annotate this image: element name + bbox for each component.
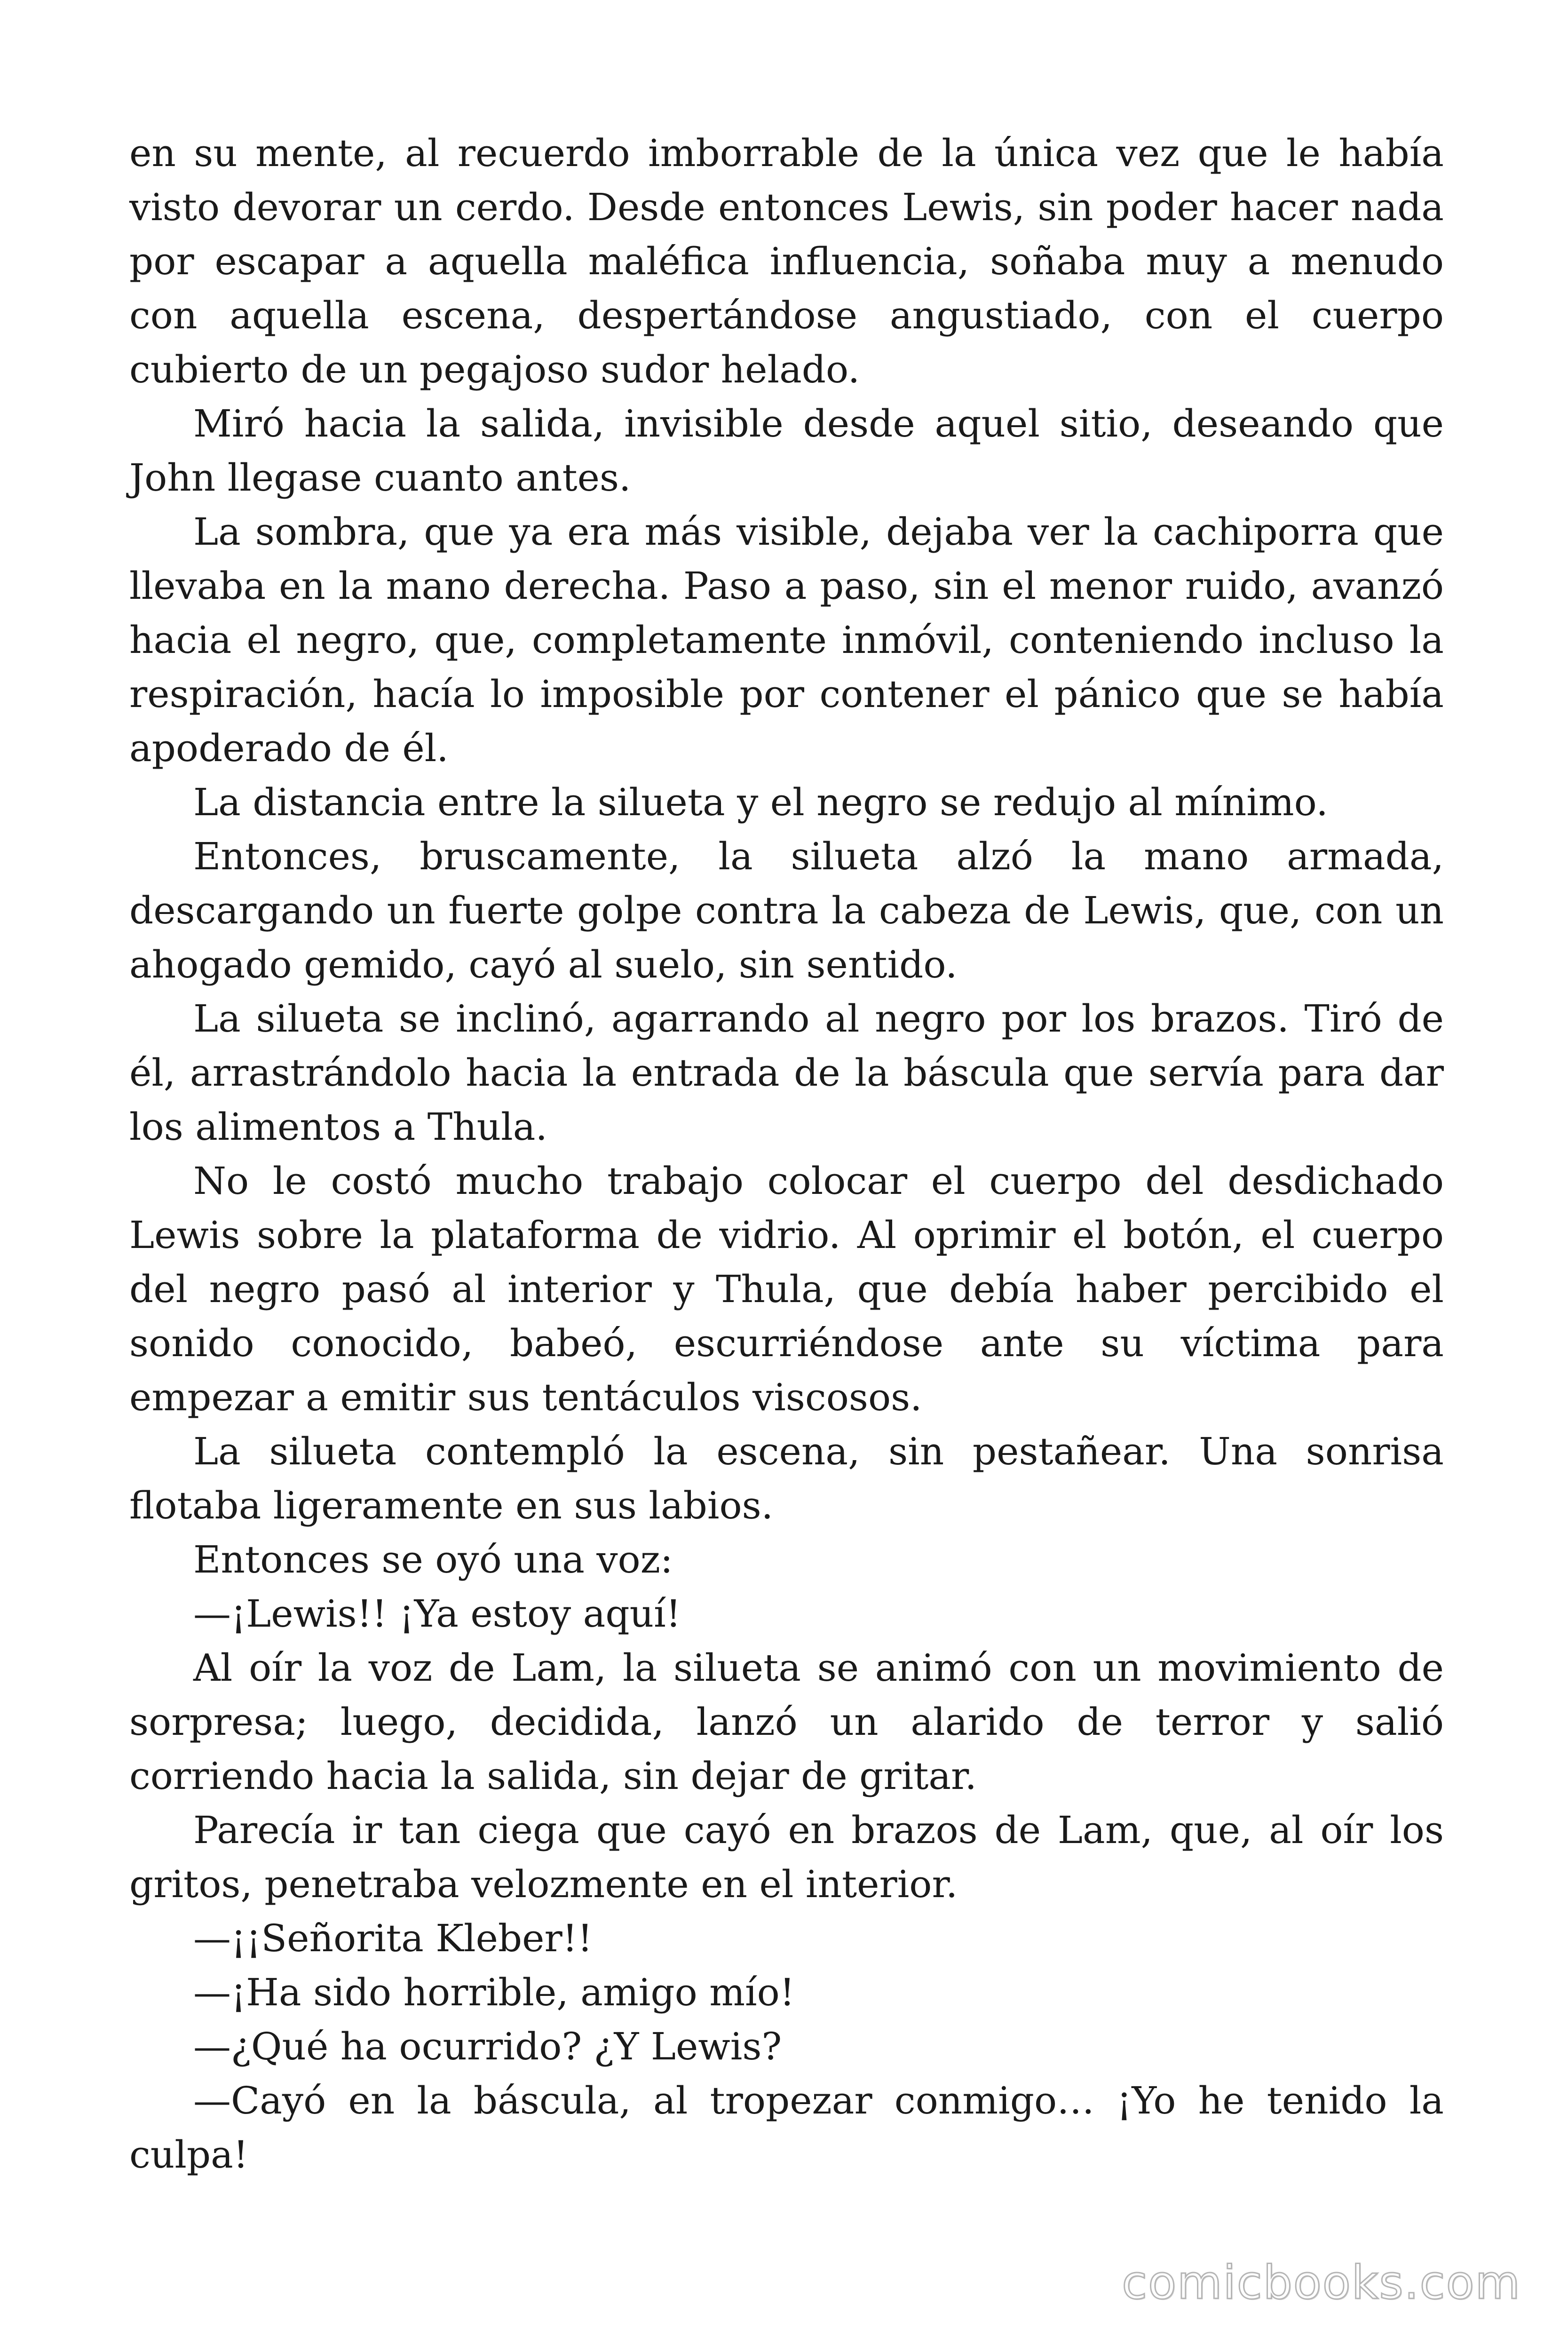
dialogue-line-4: —¿Qué ha ocurrido? ¿Y Lewis?	[193, 2025, 782, 2068]
paragraph-7: No le costó mucho trabajo colocar el cuerpo del desdichado Lewis sobre la plataforma de vidrio. Al oprimir el botón, el cuerpo del negro pasó al interior y Thula, que debía haber percibido el sonido conocido, babeó, escurriéndose ante su víctima para empezar a emitir sus tentáculos viscosos.	[129, 1159, 1444, 1419]
paragraph-11: Parecía ir tan ciega que cayó en brazos de Lam, que, al oír los gritos, penetraba velozmente en el interior.	[129, 1808, 1444, 1906]
watermark: comicbooks.com	[1122, 2256, 1521, 2310]
paragraph-3: La sombra, que ya era más visible, dejaba ver la cachiporra que llevaba en la mano derecha. Paso a paso, sin el menor ruido, avanzó hacia el negro, que, completamente inmóvil, conteniendo incluso la respiración, hacía lo imposible por contener el pánico que se había apoderado de él.	[129, 510, 1444, 770]
paragraph-6: La silueta se inclinó, agarrando al negro por los brazos. Tiró de él, arrastrándolo hacia la entrada de la báscula que servía para dar los alimentos a Thula.	[129, 997, 1444, 1149]
paragraph-8: La silueta contempló la escena, sin pestañear. Una sonrisa flotaba ligeramente en sus labios.	[129, 1430, 1444, 1527]
dialogue-line-3: —¡Ha sido horrible, amigo mío!	[193, 1971, 795, 2014]
paragraph-4: La distancia entre la silueta y el negro se redujo al mínimo.	[193, 780, 1328, 824]
paragraph-2: Miró hacia la salida, invisible desde aquel sitio, deseando que John llegase cuanto antes.	[129, 402, 1444, 500]
page-body	[129, 126, 1444, 2182]
paragraph-5: Entonces, bruscamente, la silueta alzó la mano armada, descargando un fuerte golpe contra la cabeza de Lewis, que, con un ahogado gemido, cayó al suelo, sin sentido.	[129, 834, 1444, 986]
paragraph-10: Al oír la voz de Lam, la silueta se animó con un movimiento de sorpresa; luego, decidida, lanzó un alarido de terror y salió corriendo hacia la salida, sin dejar de gritar.	[129, 1646, 1444, 1798]
dialogue-line-5: —Cayó en la báscula, al tropezar conmigo… ¡Yo he tenido la culpa!	[129, 2079, 1444, 2177]
paragraph-1: en su mente, al recuerdo imborrable de la única vez que le había visto devorar un cerdo. Desde entonces Lewis, sin poder hacer nada por escapar a aquella maléfica influencia, soñaba muy a menudo con aquella escena, despertándose angustiado, con el cuerpo cubierto de un pegajoso sudor helado.	[129, 131, 1444, 391]
paragraph-9: Entonces se oyó una voz:	[193, 1538, 673, 1581]
dialogue-line-1: —¡Lewis!! ¡Ya estoy aquí!	[193, 1592, 681, 1636]
dialogue-line-2: —¡¡Señorita Kleber!!	[193, 1916, 593, 1960]
